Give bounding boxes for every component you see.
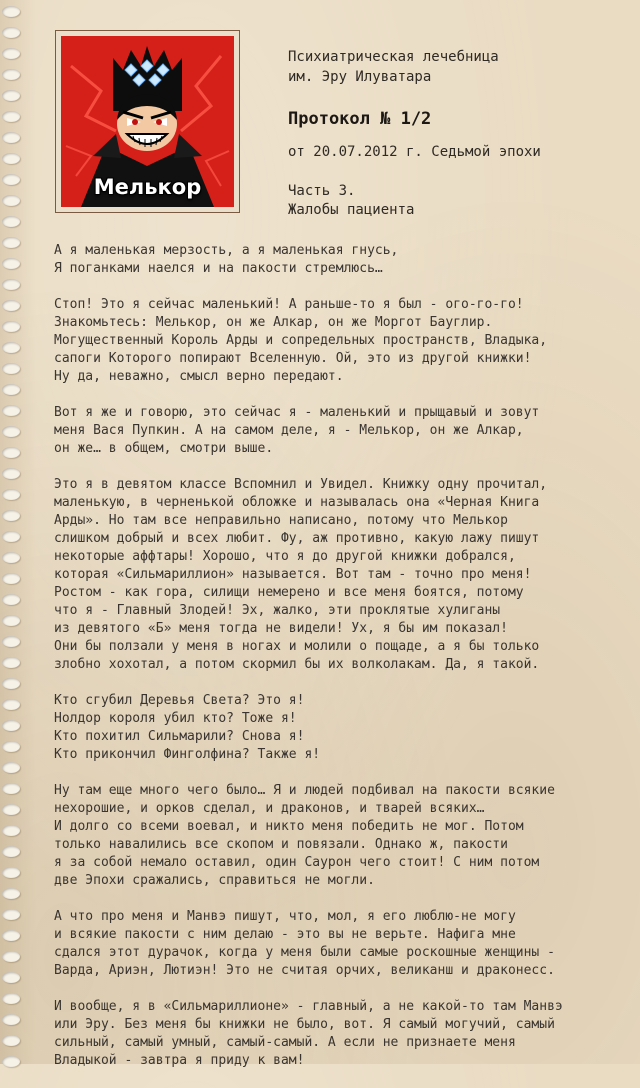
binding-ring — [2, 111, 20, 122]
avatar — [55, 30, 240, 213]
protocol-date: от 20.07.2012 г. Седьмой эпохи — [288, 144, 541, 160]
binding-ring — [2, 174, 20, 185]
binding-ring — [2, 300, 20, 311]
binding-ring — [2, 237, 20, 248]
binding-ring — [2, 573, 20, 584]
binding-ring — [2, 762, 20, 773]
binding-ring — [2, 804, 20, 815]
institution-line-2: им. Эру Илуватара — [288, 69, 432, 85]
binding-ring — [2, 993, 20, 1004]
paragraph: А я маленькая мерзость, а я маленькая гнусь, Я поганками наелся и на пакости стремлюсь… — [54, 243, 399, 276]
binding-ring — [2, 741, 20, 752]
binding-ring — [2, 972, 20, 983]
binding-ring — [2, 216, 20, 227]
binding-ring — [2, 909, 20, 920]
binding-ring — [2, 6, 20, 17]
binding-ring — [2, 510, 20, 521]
binding-ring — [2, 69, 20, 80]
paragraph: Вот я же и говорю, это сейчас я - маленький и прыщавый и зовут меня Вася Пупкин. А на самом деле, я - Мелькор, он же Алкар, он же… в общем, смотри выше. — [54, 405, 540, 456]
binding-ring — [2, 552, 20, 563]
binding-ring — [2, 531, 20, 542]
binding-ring — [2, 279, 20, 290]
binding-ring — [2, 1014, 20, 1025]
complaint-text — [54, 242, 614, 1088]
binding-ring — [2, 930, 20, 941]
binding-ring — [2, 594, 20, 605]
binding-ring — [2, 888, 20, 899]
institution-line-1: Психиатрическая лечебница — [288, 49, 499, 65]
binding-ring — [2, 636, 20, 647]
binding-ring — [2, 132, 20, 143]
binding-ring — [2, 867, 20, 878]
binding-ring — [2, 384, 20, 395]
protocol-title: Протокол № 1/2 — [288, 109, 432, 129]
binding-ring — [2, 825, 20, 836]
binding-ring — [2, 27, 20, 38]
binding-ring — [2, 699, 20, 710]
spiral-binding — [0, 0, 26, 1064]
binding-ring — [2, 1056, 20, 1067]
binding-ring — [2, 678, 20, 689]
binding-ring — [2, 468, 20, 479]
paragraph: Кто сгубил Деревья Света? Это я! Нолдор короля убил кто? Тоже я! Кто похитил Сильмарили? Снова я! Кто прикончил Финголфина? Также я! — [54, 693, 321, 762]
binding-ring — [2, 426, 20, 437]
binding-ring — [2, 615, 20, 626]
binding-ring — [2, 153, 20, 164]
binding-ring — [2, 951, 20, 962]
binding-ring — [2, 846, 20, 857]
binding-ring — [2, 258, 20, 269]
section-title: Жалобы пациента — [288, 202, 415, 218]
binding-ring — [2, 195, 20, 206]
part-line: Часть 3. — [288, 183, 356, 199]
binding-ring — [2, 783, 20, 794]
paragraph: Это я в девятом классе Вспомнил и Увидел. Книжку одну прочитал, маленькую, в черненькой обложке и называлась она «Черная Книга Арды». Но там все неправильно написано, потому что Мелькор слишком добрый и всех любит. Фу, аж противно, какую лажу пишут некоторые аффтары! Хорошо, что я до другой книжки добрался, которая «Сильмариллион» называется. Вот там - точно про меня! Ростом - как гора, силищи немерено и все меня боятся, потому что я - Главный Злодей! Эх, жалко, эти проклятые хулиганы из девятого «Б» меня тогда не видели! Ух, я бы им показал! Они бы ползали у меня в ногах и молили о пощаде, а я бы только злобно хохотал, а потом скормил бы их волколакам. Да, я такой. — [54, 477, 548, 672]
paragraph: А что про меня и Манвэ пишут, что, мол, я его люблю-не могу и всякие пакости с ним делаю - это вы не верьте. Нафига мне сдался этот дурачок, когда у меня были самые роскошные женщины - Варда, Ариэн, Лютиэн! Это не считая орчих, великанш и драконесс. — [54, 909, 555, 978]
binding-ring — [2, 657, 20, 668]
binding-ring — [2, 48, 20, 59]
binding-ring — [2, 90, 20, 101]
binding-ring — [2, 405, 20, 416]
binding-ring — [2, 321, 20, 332]
binding-ring — [2, 489, 20, 500]
paragraph: И вообще, я в «Сильмариллионе» - главный, а не какой-то там Манвэ или Эру. Без меня бы книжки не было, вот. Я самый могучий, самый сильный, самый умный, самый-самый. А если не признаете меня Владыкой - завтра я приду к вам! — [54, 999, 563, 1068]
binding-ring — [2, 363, 20, 374]
melkor-portrait — [61, 36, 234, 207]
binding-ring — [2, 1035, 20, 1046]
binding-ring — [2, 342, 20, 353]
binding-ring — [2, 720, 20, 731]
paragraph: Ну там еще много чего было… Я и людей подбивал на пакости всякие нехорошие, и орков сделал, и драконов, и тварей всяких… И долго со всеми воевал, и никто меня победить не мог. Потом только навалились все скопом и повязали. Однако ж, пакости я за собой немало оставил, один Саурон чего стоит! С ним потом две Эпохи сражались, справиться не могли. — [54, 783, 555, 888]
avatar-name-label: Мелькор — [93, 175, 202, 199]
binding-ring — [2, 447, 20, 458]
paragraph: Стоп! Это я сейчас маленький! А раньше-то я был - ого-го-го! Знакомьтесь: Мелькор, он же Алкар, он же Моргот Бауглир. Могущественный Король Арды и сопредельных пространств, Владыка, сапоги Которого попирают Вселенную. Ой, это из другой книжки! Ну да, неважно, смысл верно передают. — [54, 297, 548, 384]
